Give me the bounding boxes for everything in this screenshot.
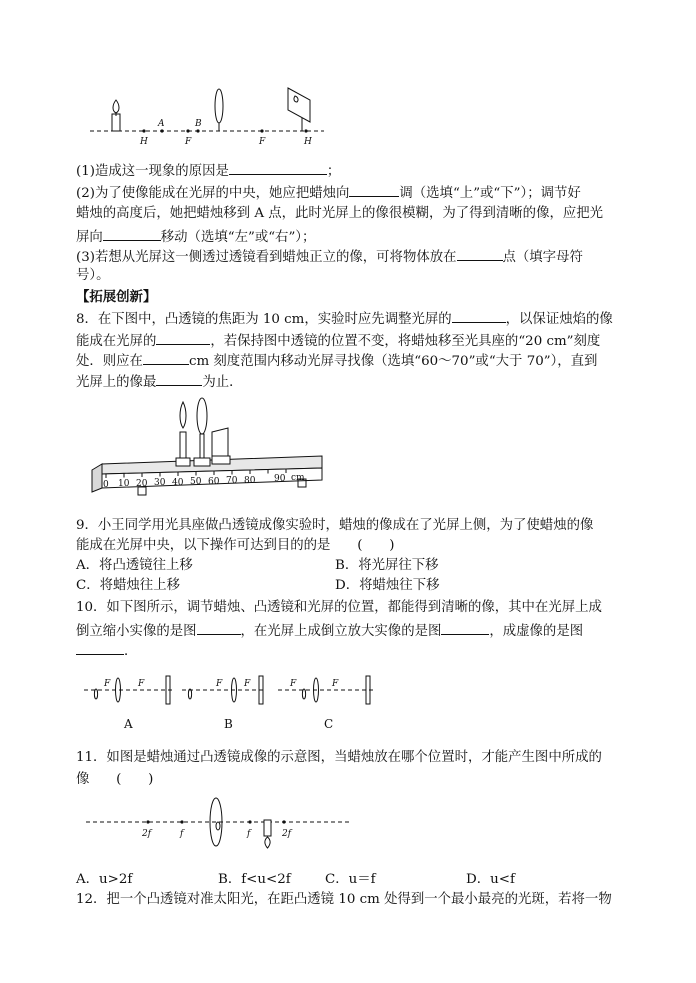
q9-option-a[interactable]: A．将凸透镜往上移 [76, 558, 193, 573]
q7-line-4: 屏向 移动（选填“左”或“右”）； [76, 226, 315, 248]
q10-figure [82, 668, 382, 738]
diagram-c [278, 676, 374, 731]
q11-option-c[interactable]: C．u＝f [325, 872, 376, 887]
svg-text:30: 30 [154, 478, 166, 488]
svg-text:40: 40 [172, 478, 184, 488]
svg-text:20: 20 [136, 479, 148, 489]
q11-option-d[interactable]: D．u<f [466, 872, 515, 887]
answer-blank[interactable] [156, 330, 210, 345]
q8-line-2: 能成在光屏的 ，若保持图中透镜的位置不变，将蜡烛移至光具座的“20 cm”刻度 [76, 330, 600, 352]
caption-a: A [124, 717, 133, 731]
q8-line-3: 处．则应在 cm 刻度范围内移动光屏寻找像（选填“60～70”或“大于 70”），直到 [76, 350, 597, 372]
q8-optical-bench-figure [88, 394, 328, 506]
q7-line-6: 号）。 [76, 268, 110, 283]
fig-label-2f: 2f [282, 829, 292, 839]
answer-blank[interactable] [229, 160, 327, 175]
answer-blank[interactable] [452, 308, 506, 323]
q10-line-3: ． [76, 640, 137, 662]
light-screen-icon [212, 428, 230, 464]
q9-option-c[interactable]: C．将蜡烛往上移 [76, 578, 180, 593]
q7-line-2: (2)为了使像能成在光屏的中央，她应把蜡烛向 调（选填“上”或“下”）；调节好 [76, 182, 581, 204]
answer-blank[interactable] [103, 226, 161, 241]
candle-icon [302, 689, 305, 699]
fig-label-2f: 2f [142, 829, 152, 839]
svg-text:50: 50 [190, 477, 202, 487]
inverted-candle-icon [264, 820, 271, 848]
candle-icon [94, 689, 97, 699]
q11-line-2: 像 ( ) [76, 772, 154, 787]
svg-text:90: 90 [274, 474, 286, 484]
fig-label-F: F [185, 137, 192, 147]
svg-text:80: 80 [244, 476, 256, 486]
convex-lens-icon [215, 89, 223, 123]
q12-line-1: 12．把一个凸透镜对准太阳光，在距凸透镜 10 cm 处得到一个最小最亮的光斑，若将一物 [76, 892, 612, 907]
svg-text:F: F [104, 679, 111, 689]
q11-figure [84, 796, 354, 864]
fig-label-H: H [140, 137, 148, 147]
q11-option-b[interactable]: B．f<u<2f [218, 872, 291, 887]
q7-line-3: 蜡烛的高度后，她把蜡烛移到 A 点，此时光屏上的像很模糊，为了得到清晰的像，应把光 [76, 206, 604, 221]
answer-blank[interactable] [156, 371, 202, 386]
q8-line-1: 8．在下图中，凸透镜的焦距为 10 cm，实验时应先调整光屏的 ，以保证烛焰的像 [76, 308, 613, 330]
fig-label-f: f [247, 829, 251, 839]
svg-text:F: F [216, 679, 223, 689]
q7-line-1: (1)造成这一现象的原因是 ； [76, 160, 340, 182]
candle-icon [176, 402, 190, 466]
answer-blank[interactable] [441, 620, 489, 635]
candle-icon [112, 100, 120, 131]
answer-blank[interactable] [76, 640, 124, 655]
svg-text:F: F [332, 679, 339, 689]
q11-line-1: 11．如图是蜡烛通过凸透镜成像的示意图，当蜡烛放在哪个位置时，才能产生图中所成的 [76, 750, 602, 765]
q10-line-2: 倒立缩小实像的是图 ，在光屏上成倒立放大实像的是图 ，成虚像的是图 [76, 620, 583, 642]
q7-optical-bench-figure [88, 78, 328, 150]
svg-text:F: F [290, 679, 297, 689]
convex-lens-icon [194, 398, 210, 466]
fig-label-B: B [195, 119, 202, 129]
q8-line-4: 光屏上的像最 为止． [76, 371, 243, 393]
light-screen-icon [288, 88, 310, 131]
diagram-b [182, 676, 266, 731]
svg-text:0: 0 [103, 480, 109, 490]
q9-option-d[interactable]: D．将蜡烛往下移 [335, 578, 440, 593]
svg-text:F: F [244, 679, 251, 689]
svg-text:F: F [138, 679, 145, 689]
svg-text:60: 60 [208, 477, 220, 487]
q7-line-5: (3)若想从光屏这一侧透过透镜看到蜡烛正立的像，可将物体放在 点（填字母符 [76, 246, 583, 268]
fig-label-f: f [180, 829, 184, 839]
q9-option-b[interactable]: B．将光屏往下移 [335, 558, 439, 573]
answer-blank[interactable] [457, 246, 503, 261]
answer-blank[interactable] [197, 620, 241, 635]
fig-label-H: H [304, 137, 312, 147]
q9-line-1: 9．小王同学用光具座做凸透镜成像实验时，蜡烛的像成在了光屏上侧，为了使蜡烛的像 [76, 518, 594, 533]
svg-text:cm: cm [291, 473, 305, 483]
caption-b: B [224, 717, 233, 731]
svg-text:70: 70 [226, 476, 238, 486]
caption-c: C [324, 717, 334, 731]
fig-label-F: F [259, 137, 266, 147]
section-heading: 【拓展创新】 [76, 289, 157, 305]
answer-blank[interactable] [143, 350, 189, 365]
diagram-a [84, 676, 174, 731]
q10-line-1: 10．如下图所示，调节蜡烛、凸透镜和光屏的位置，都能得到清晰的像，其中在光屏上成 [76, 600, 602, 615]
svg-text:10: 10 [118, 479, 130, 489]
q9-line-2: 能成在光屏中央，以下操作可达到目的的是 ( ) [76, 538, 395, 553]
fig-label-A: A [158, 119, 165, 129]
answer-blank[interactable] [349, 182, 399, 197]
q11-option-a[interactable]: A．u>2f [76, 872, 133, 887]
